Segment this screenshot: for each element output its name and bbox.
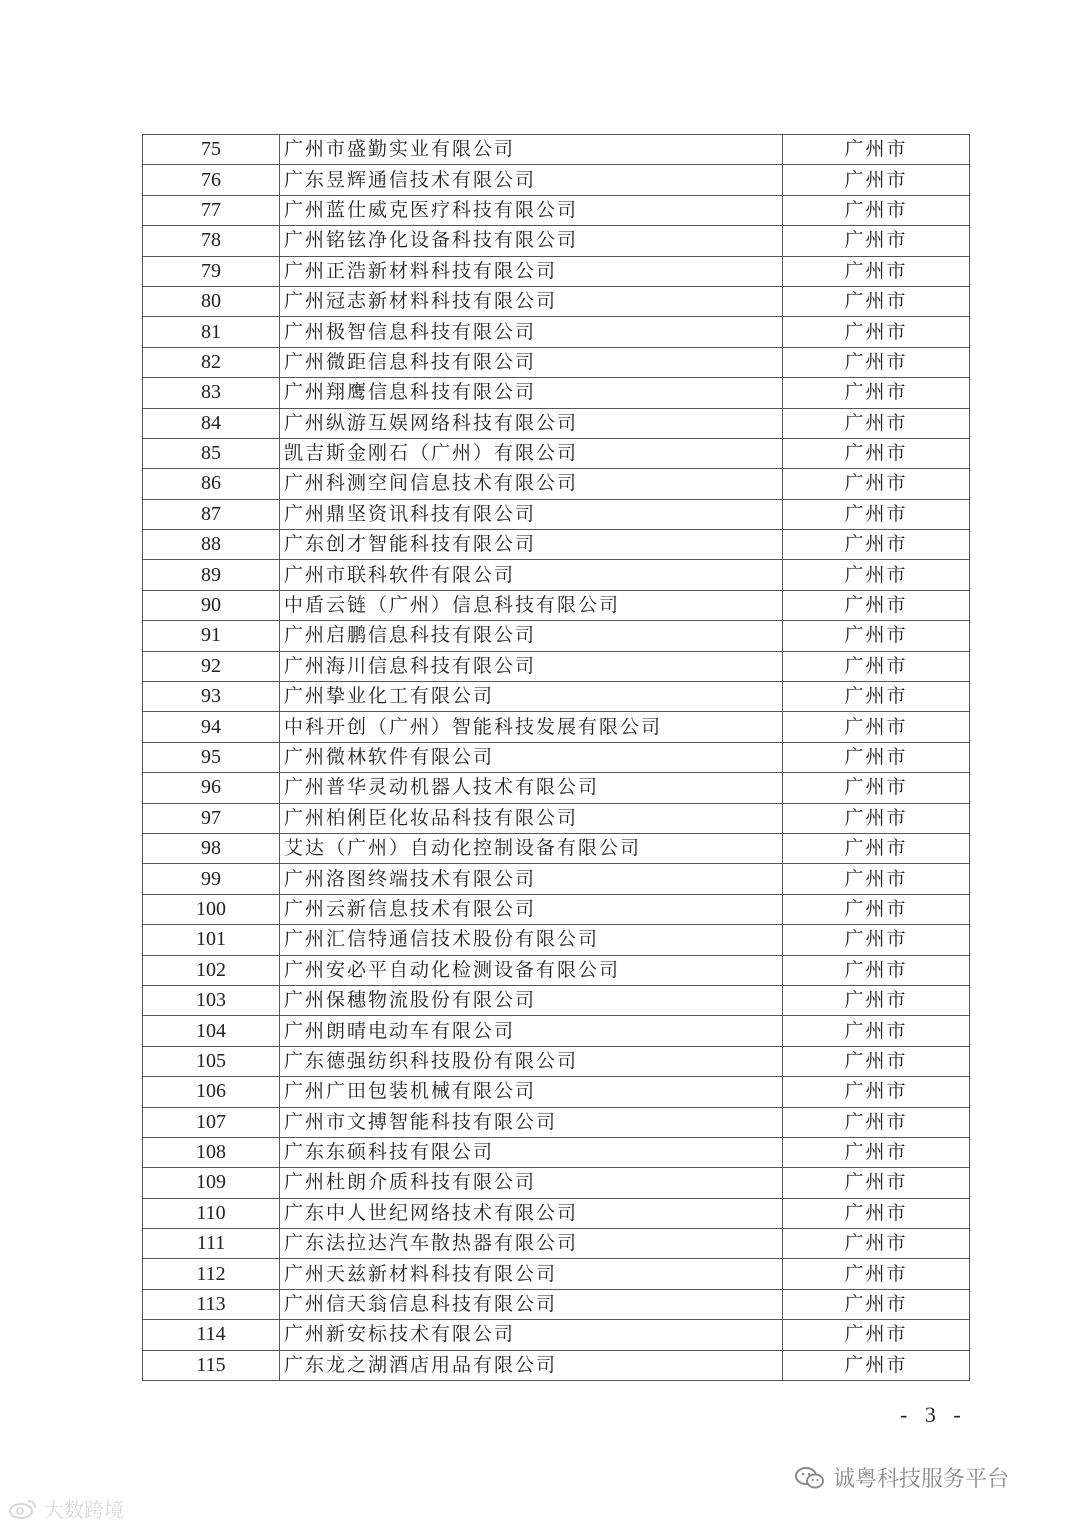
watermark-platform xyxy=(795,1462,1009,1493)
company-city: 广州市 xyxy=(783,135,970,165)
company-name: 广州翔鹰信息科技有限公司 xyxy=(280,378,783,408)
company-city: 广州市 xyxy=(783,286,970,316)
row-number: 114 xyxy=(143,1320,280,1350)
company-city: 广州市 xyxy=(783,985,970,1015)
company-name: 广州纵游互娱网络科技有限公司 xyxy=(280,408,783,438)
table-row xyxy=(143,256,970,286)
row-number: 106 xyxy=(143,1077,280,1107)
row-number: 84 xyxy=(143,408,280,438)
company-name: 广州微距信息科技有限公司 xyxy=(280,347,783,377)
table-row xyxy=(143,1107,970,1137)
row-number: 90 xyxy=(143,590,280,620)
company-name: 广州朗晴电动车有限公司 xyxy=(280,1016,783,1046)
row-number: 91 xyxy=(143,621,280,651)
company-name: 广东东硕科技有限公司 xyxy=(280,1137,783,1167)
row-number: 108 xyxy=(143,1137,280,1167)
company-city: 广州市 xyxy=(783,1077,970,1107)
table-row xyxy=(143,347,970,377)
company-name: 广州市联科软件有限公司 xyxy=(280,560,783,590)
company-city: 广州市 xyxy=(783,256,970,286)
table-row xyxy=(143,1198,970,1228)
company-name: 中科开创（广州）智能科技发展有限公司 xyxy=(280,712,783,742)
company-name: 广州海川信息科技有限公司 xyxy=(280,651,783,681)
company-city: 广州市 xyxy=(783,682,970,712)
company-city: 广州市 xyxy=(783,378,970,408)
company-name: 广州微林软件有限公司 xyxy=(280,742,783,772)
row-number: 78 xyxy=(143,226,280,256)
company-city: 广州市 xyxy=(783,925,970,955)
company-list-table-wrap xyxy=(142,134,966,1381)
table-row xyxy=(143,408,970,438)
row-number: 112 xyxy=(143,1259,280,1289)
company-city: 广州市 xyxy=(783,347,970,377)
company-name: 广州洛图终端技术有限公司 xyxy=(280,864,783,894)
row-number: 85 xyxy=(143,438,280,468)
table-row xyxy=(143,864,970,894)
table-row xyxy=(143,894,970,924)
company-name: 广州普华灵动机器人技术有限公司 xyxy=(280,773,783,803)
row-number: 102 xyxy=(143,955,280,985)
company-city: 广州市 xyxy=(783,226,970,256)
company-city: 广州市 xyxy=(783,1259,970,1289)
row-number: 115 xyxy=(143,1350,280,1380)
row-number: 104 xyxy=(143,1016,280,1046)
table-row xyxy=(143,135,970,165)
row-number: 98 xyxy=(143,833,280,863)
row-number: 75 xyxy=(143,135,280,165)
company-city: 广州市 xyxy=(783,195,970,225)
row-number: 96 xyxy=(143,773,280,803)
company-city: 广州市 xyxy=(783,1168,970,1198)
row-number: 89 xyxy=(143,560,280,590)
table-row xyxy=(143,682,970,712)
row-number: 86 xyxy=(143,469,280,499)
row-number: 76 xyxy=(143,165,280,195)
company-name: 广州杜朗介质科技有限公司 xyxy=(280,1168,783,1198)
company-city: 广州市 xyxy=(783,1107,970,1137)
company-name: 广州极智信息科技有限公司 xyxy=(280,317,783,347)
company-name: 广东龙之湖酒店用品有限公司 xyxy=(280,1350,783,1380)
table-row xyxy=(143,469,970,499)
company-city: 广州市 xyxy=(783,1320,970,1350)
company-name: 广东中人世纪网络技术有限公司 xyxy=(280,1198,783,1228)
company-city: 广州市 xyxy=(783,773,970,803)
row-number: 94 xyxy=(143,712,280,742)
company-name: 广东法拉达汽车散热器有限公司 xyxy=(280,1229,783,1259)
table-row xyxy=(143,317,970,347)
table-row xyxy=(143,1350,970,1380)
company-city: 广州市 xyxy=(783,955,970,985)
row-number: 101 xyxy=(143,925,280,955)
company-city: 广州市 xyxy=(783,1137,970,1167)
row-number: 107 xyxy=(143,1107,280,1137)
table-row xyxy=(143,499,970,529)
company-name: 广州蓝仕威克医疗科技有限公司 xyxy=(280,195,783,225)
table-row xyxy=(143,286,970,316)
company-city: 广州市 xyxy=(783,530,970,560)
row-number: 83 xyxy=(143,378,280,408)
company-city: 广州市 xyxy=(783,1046,970,1076)
company-name: 广州冠志新材料科技有限公司 xyxy=(280,286,783,316)
company-city: 广州市 xyxy=(783,317,970,347)
company-city: 广州市 xyxy=(783,408,970,438)
row-number: 79 xyxy=(143,256,280,286)
row-number: 93 xyxy=(143,682,280,712)
row-number: 113 xyxy=(143,1289,280,1319)
company-name: 艾达（广州）自动化控制设备有限公司 xyxy=(280,833,783,863)
table-row xyxy=(143,985,970,1015)
company-name: 广州市盛勤实业有限公司 xyxy=(280,135,783,165)
company-city: 广州市 xyxy=(783,833,970,863)
company-name: 广州市文搏智能科技有限公司 xyxy=(280,1107,783,1137)
table-row xyxy=(143,773,970,803)
table-row xyxy=(143,195,970,225)
table-row xyxy=(143,1168,970,1198)
company-city: 广州市 xyxy=(783,621,970,651)
weibo-icon xyxy=(8,1498,38,1520)
page-number: - 3 - xyxy=(900,1402,967,1427)
company-city: 广州市 xyxy=(783,560,970,590)
watermark-platform-text: 诚粤科技服务平台 xyxy=(833,1467,1010,1492)
company-name: 中盾云链（广州）信息科技有限公司 xyxy=(280,590,783,620)
company-name: 广州保穗物流股份有限公司 xyxy=(280,985,783,1015)
row-number: 88 xyxy=(143,530,280,560)
company-city: 广州市 xyxy=(783,1198,970,1228)
table-row xyxy=(143,712,970,742)
table-row xyxy=(143,226,970,256)
row-number: 105 xyxy=(143,1046,280,1076)
watermark-brand-text: 大数跨境 xyxy=(44,1498,124,1522)
table-row xyxy=(143,1259,970,1289)
company-name: 广州安必平自动化检测设备有限公司 xyxy=(280,955,783,985)
company-name: 广州正浩新材料科技有限公司 xyxy=(280,256,783,286)
company-city: 广州市 xyxy=(783,1350,970,1380)
row-number: 77 xyxy=(143,195,280,225)
table-row xyxy=(143,803,970,833)
table-row xyxy=(143,1320,970,1350)
company-name: 广东昱辉通信技术有限公司 xyxy=(280,165,783,195)
company-name: 广东创才智能科技有限公司 xyxy=(280,530,783,560)
row-number: 103 xyxy=(143,985,280,1015)
table-row xyxy=(143,1046,970,1076)
company-name: 广州汇信特通信技术股份有限公司 xyxy=(280,925,783,955)
table-row xyxy=(143,833,970,863)
wechat-icon xyxy=(795,1466,825,1490)
company-name: 广州挚业化工有限公司 xyxy=(280,682,783,712)
row-number: 99 xyxy=(143,864,280,894)
row-number: 92 xyxy=(143,651,280,681)
row-number: 109 xyxy=(143,1168,280,1198)
company-list-table xyxy=(142,134,970,1381)
row-number: 110 xyxy=(143,1198,280,1228)
company-name: 广州启鹏信息科技有限公司 xyxy=(280,621,783,651)
row-number: 82 xyxy=(143,347,280,377)
row-number: 80 xyxy=(143,286,280,316)
row-number: 97 xyxy=(143,803,280,833)
table-row xyxy=(143,742,970,772)
table-row xyxy=(143,621,970,651)
company-city: 广州市 xyxy=(783,165,970,195)
company-city: 广州市 xyxy=(783,712,970,742)
table-row xyxy=(143,1137,970,1167)
table-row xyxy=(143,590,970,620)
company-city: 广州市 xyxy=(783,499,970,529)
table-row xyxy=(143,530,970,560)
company-city: 广州市 xyxy=(783,651,970,681)
company-name: 广州柏俐臣化妆品科技有限公司 xyxy=(280,803,783,833)
table-row xyxy=(143,955,970,985)
row-number: 95 xyxy=(143,742,280,772)
table-row xyxy=(143,438,970,468)
company-name: 广州科测空间信息技术有限公司 xyxy=(280,469,783,499)
company-city: 广州市 xyxy=(783,894,970,924)
company-city: 广州市 xyxy=(783,1289,970,1319)
company-city: 广州市 xyxy=(783,1016,970,1046)
company-city: 广州市 xyxy=(783,742,970,772)
company-city: 广州市 xyxy=(783,438,970,468)
company-name: 广东德强纺织科技股份有限公司 xyxy=(280,1046,783,1076)
company-name: 广州天兹新材料科技有限公司 xyxy=(280,1259,783,1289)
table-row xyxy=(143,1229,970,1259)
company-name: 广州广田包装机械有限公司 xyxy=(280,1077,783,1107)
company-name: 广州云新信息技术有限公司 xyxy=(280,894,783,924)
row-number: 87 xyxy=(143,499,280,529)
table-row xyxy=(143,1016,970,1046)
company-name: 凯吉斯金刚石（广州）有限公司 xyxy=(280,438,783,468)
company-name: 广州信天翁信息科技有限公司 xyxy=(280,1289,783,1319)
table-body xyxy=(143,135,970,1381)
company-name: 广州新安标技术有限公司 xyxy=(280,1320,783,1350)
row-number: 81 xyxy=(143,317,280,347)
company-name: 广州铭铉净化设备科技有限公司 xyxy=(280,226,783,256)
table-row xyxy=(143,651,970,681)
table-row xyxy=(143,378,970,408)
company-city: 广州市 xyxy=(783,1229,970,1259)
company-city: 广州市 xyxy=(783,469,970,499)
table-row xyxy=(143,1289,970,1319)
watermark-brand xyxy=(8,1494,124,1523)
row-number: 111 xyxy=(143,1229,280,1259)
company-name: 广州鼎坚资讯科技有限公司 xyxy=(280,499,783,529)
table-row xyxy=(143,1077,970,1107)
table-row xyxy=(143,165,970,195)
company-city: 广州市 xyxy=(783,864,970,894)
table-row xyxy=(143,925,970,955)
company-city: 广州市 xyxy=(783,803,970,833)
table-row xyxy=(143,560,970,590)
company-city: 广州市 xyxy=(783,590,970,620)
row-number: 100 xyxy=(143,894,280,924)
